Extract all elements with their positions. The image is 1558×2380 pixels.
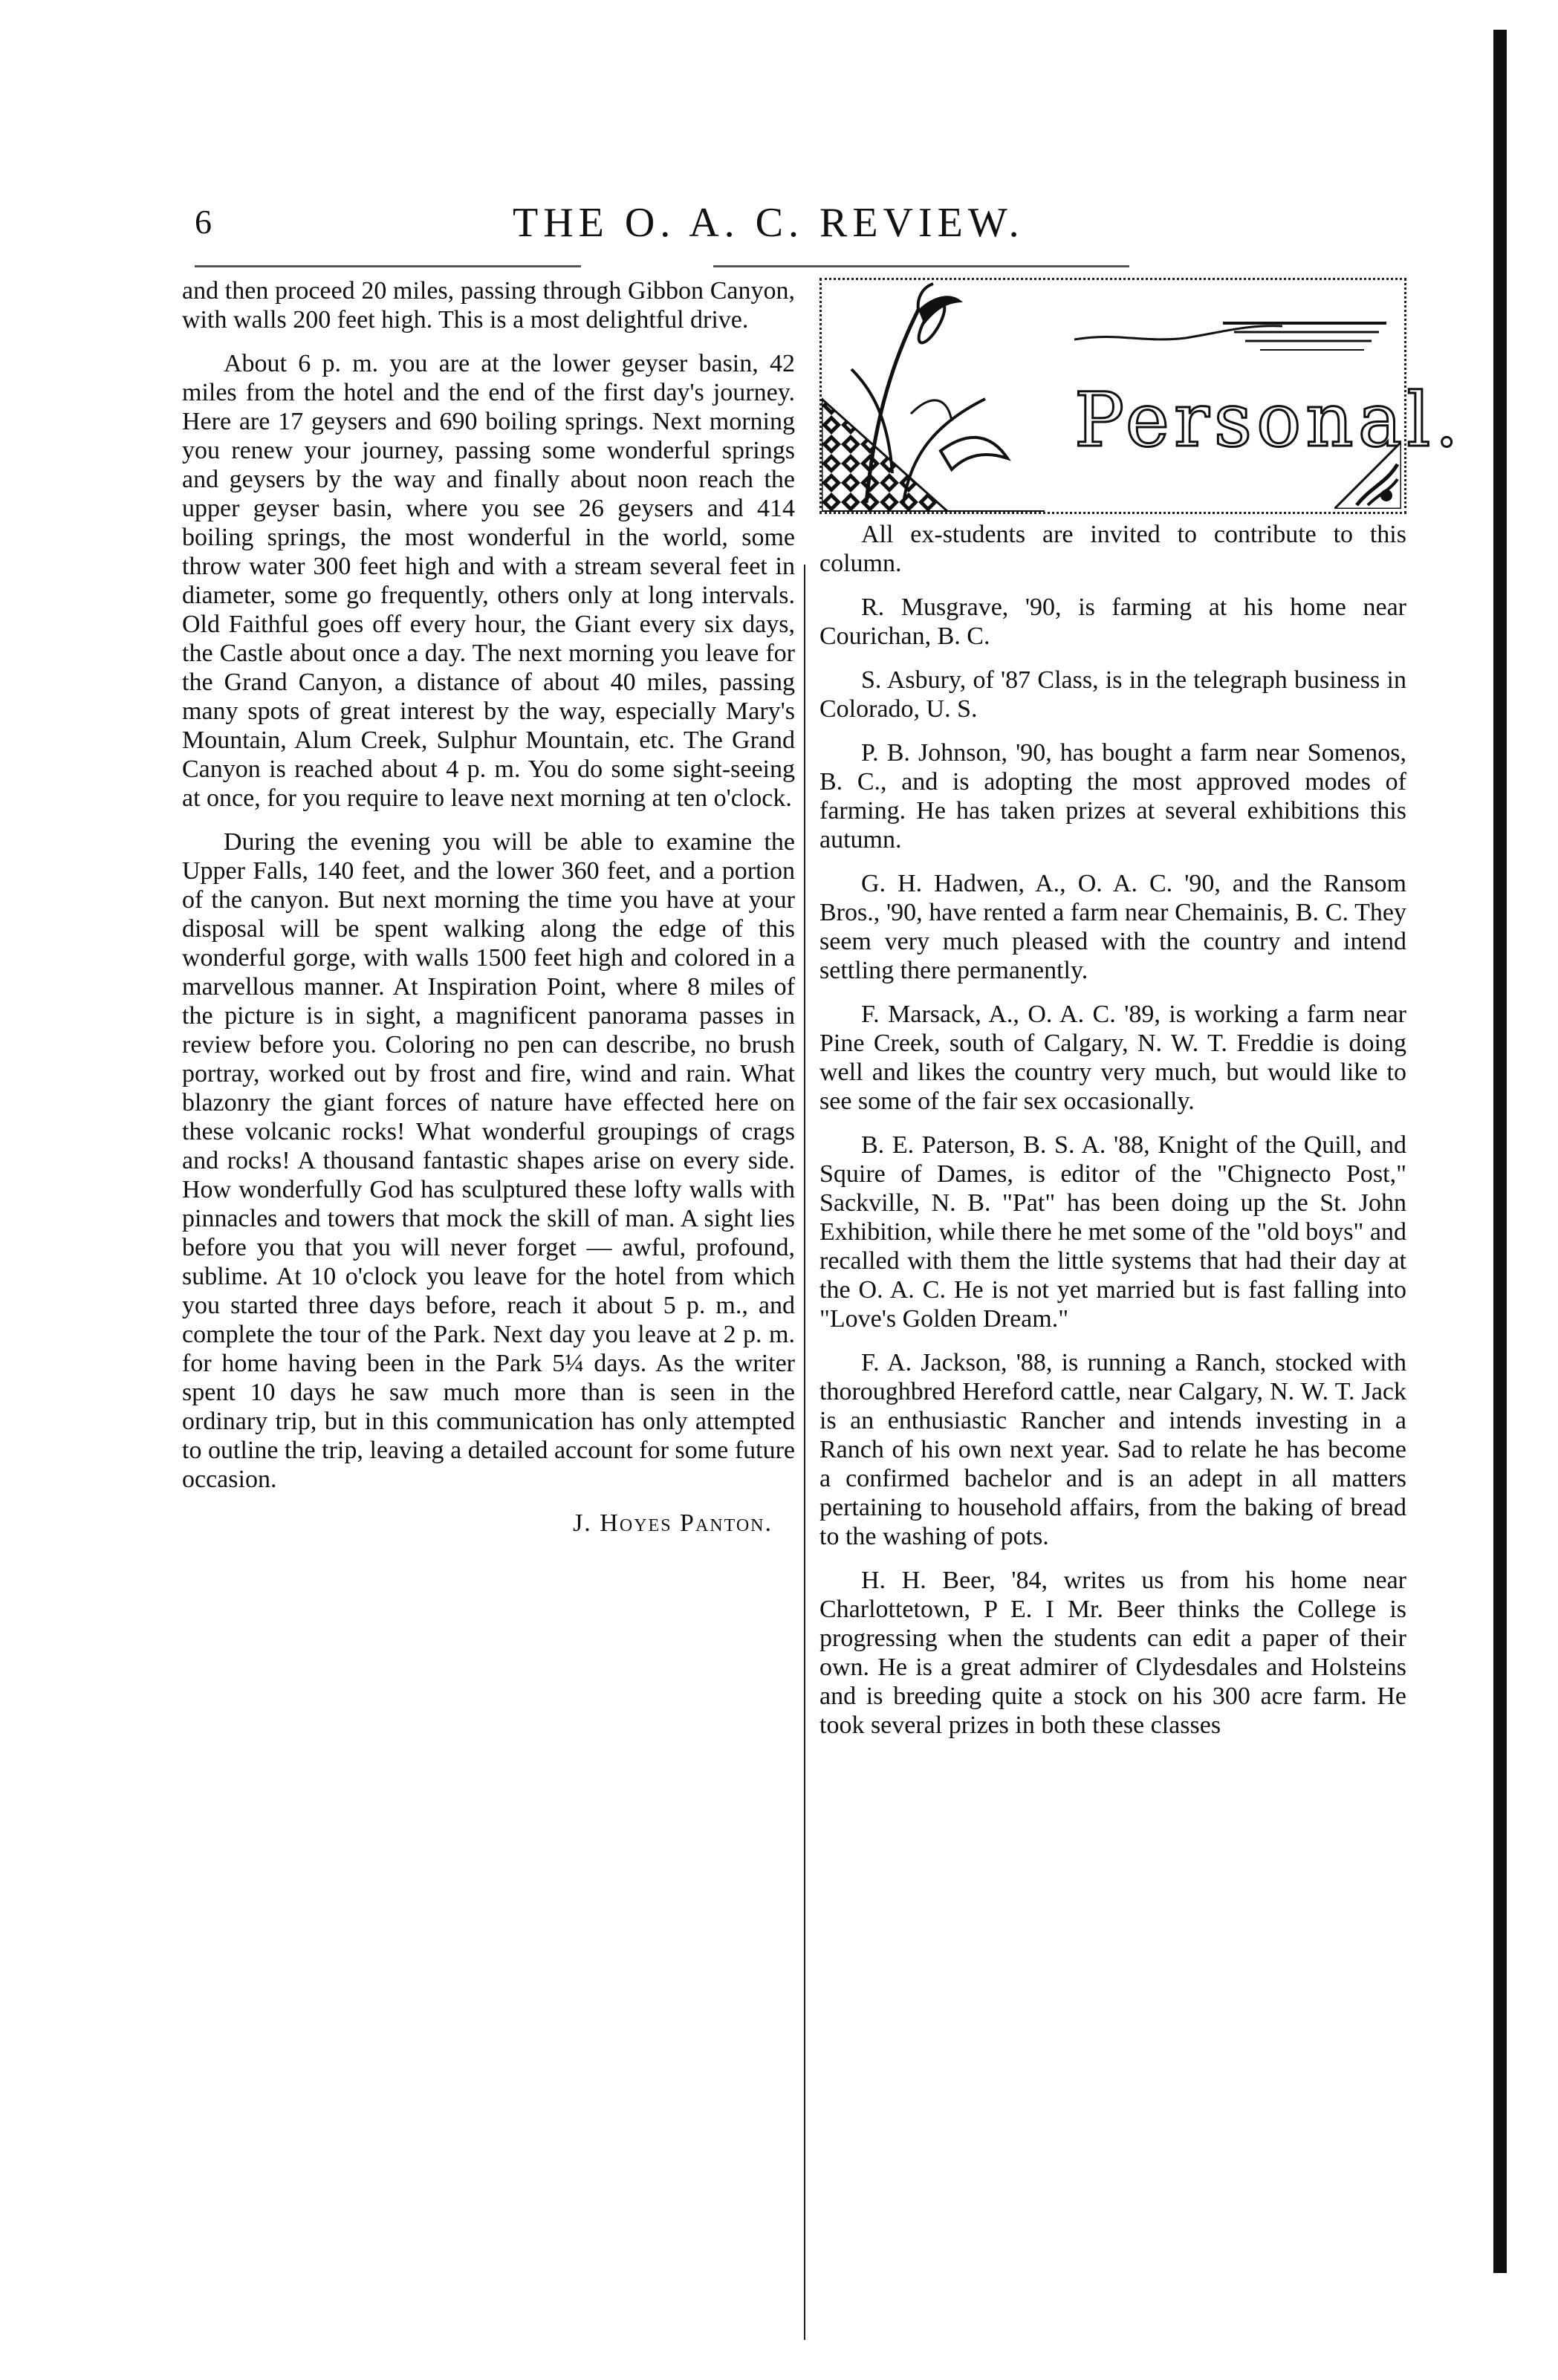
page-number: 6	[195, 203, 213, 241]
personal-section-title: Personal.	[1074, 377, 1464, 464]
personal-section-banner	[819, 278, 1464, 514]
header-divider-right	[713, 265, 1129, 267]
personal-note: F. A. Jackson, '88, is running a Ranch, stocked with thoroughbred Hereford cattle, near Calgary, N. W. T. Jack is an enthusiastic Rancher and intends investing in a Ranch of his own next year. Sad to relate he has become a confirmed bachelor and is an adept in all matters pertaining to household affairs, from the baking of bread to the washing of pots.	[819, 1349, 1406, 1550]
personal-column	[819, 520, 1406, 1755]
journal-title: THE O. A. C. REVIEW.	[513, 200, 1025, 246]
swirl-ornament-icon	[1074, 310, 1386, 362]
personal-note: All ex-students are invited to contribute to this column.	[819, 521, 1406, 577]
personal-note: P. B. Johnson, '90, has bought a farm near Somenos, B. C., and is adopting the most approved modes of farming. He has taken prizes at several exhibitions this autumn.	[819, 739, 1406, 854]
article-paragraph: During the evening you will be able to examine the Upper Falls, 140 feet, and the lower 360 feet, and a portion of the canyon. But next morning the time you have at your disposal will be spent walking along the edge of this wonderful gorge, with walls 1500 feet high and colored in a marvellous manner. At Inspiration Point, where 8 miles of the picture is in sight, a magnificent panorama passes in review before you. Coloring no pen can describe, no brush portray, worked out by frost and fire, wind and rain. What blazonry the giant forces of nature have effected here on these volcanic rocks! What wonderful groupings of crags and rocks! A thousand fantastic shapes arise on every side. How wonderfully God has sculptured these lofty walls with pinnacles and towers that mock the skill of man. A sight lies before you that you will never forget — awful, profound, sublime. At 10 o'clock you leave for the hotel from which you started three days before, reach it about 5 p. m., and complete the tour of the Park. Next day you leave at 2 p. m. for home having been in the Park 5¼ days. As the writer spent 10 days he saw much more than is seen in the ordinary trip, but in this communication has only attempted to outline the trip, leaving a detailed account for some future occasion.	[182, 828, 795, 1493]
floral-ornament-icon	[822, 280, 1045, 512]
article-paragraph: About 6 p. m. you are at the lower geyser basin, 42 miles from the hotel and the end of the first day's journey. Here are 17 geysers and 690 boiling springs. Next morning you renew your journey, passing some wonderful springs and geysers by the way and finally about noon reach the upper geyser basin, where you see 26 geysers and 414 boiling springs, the most wonderful in the world, some throw water 300 feet high and with a stream several feet in diameter, some go frequently, others only at long intervals. Old Faithful goes off every hour, the Giant every six days, the Castle about once a day. The next morning you leave for the Grand Canyon, a distance of about 40 miles, passing many spots of great interest by the way, especially Mary's Mountain, Alum Creek, Sulphur Mountain, etc. The Grand Canyon is reached about 4 p. m. You do some sight-seeing at once, for you require to leave next morning at ten o'clock.	[182, 350, 795, 812]
personal-note: G. H. Hadwen, A., O. A. C. '90, and the Ransom Bros., '90, have rented a farm near Chemainis, B. C. They seem very much pleased with the country and intend settling there permanently.	[819, 870, 1406, 984]
article-paragraph: and then proceed 20 miles, passing through Gibbon Canyon, with walls 200 feet high. This is a most delightful drive.	[182, 277, 795, 334]
personal-note: B. E. Paterson, B. S. A. '88, Knight of the Quill, and Squire of Dames, is editor of the "Chignecto Post," Sackville, N. B. "Pat" has been doing up the St. John Exhibition, while there he met some of the "old boys" and recalled with them the little systems that had their day at the O. A. C. He is not yet married but is fast falling into "Love's Golden Dream."	[819, 1131, 1406, 1333]
corner-ornament-icon	[1334, 442, 1401, 509]
personal-note: H. H. Beer, '84, writes us from his home near Charlottetown, P E. I Mr. Beer thinks the College is progressing when the students can edit a paper of their own. He is a great admirer of Clydesdales and Holsteins and is breeding quite a stock on his 300 acre farm. He took several prizes in both these classes	[819, 1567, 1406, 1739]
page-edge-rule	[1493, 30, 1507, 2273]
column-divider	[804, 565, 805, 2340]
personal-note: F. Marsack, A., O. A. C. '89, is working a farm near Pine Creek, south of Calgary, N. W. T. Freddie is doing well and likes the country very much, but would like to see some of the fair sex occasionally.	[819, 1001, 1406, 1115]
author-signature: J. Hoyes Panton.	[573, 1509, 773, 1537]
header-divider-left	[195, 265, 581, 267]
article-column	[182, 276, 795, 1538]
personal-note: S. Asbury, of '87 Class, is in the telegraph business in Colorado, U. S.	[819, 666, 1406, 723]
personal-note: R. Musgrave, '90, is farming at his home near Courichan, B. C.	[819, 594, 1406, 650]
